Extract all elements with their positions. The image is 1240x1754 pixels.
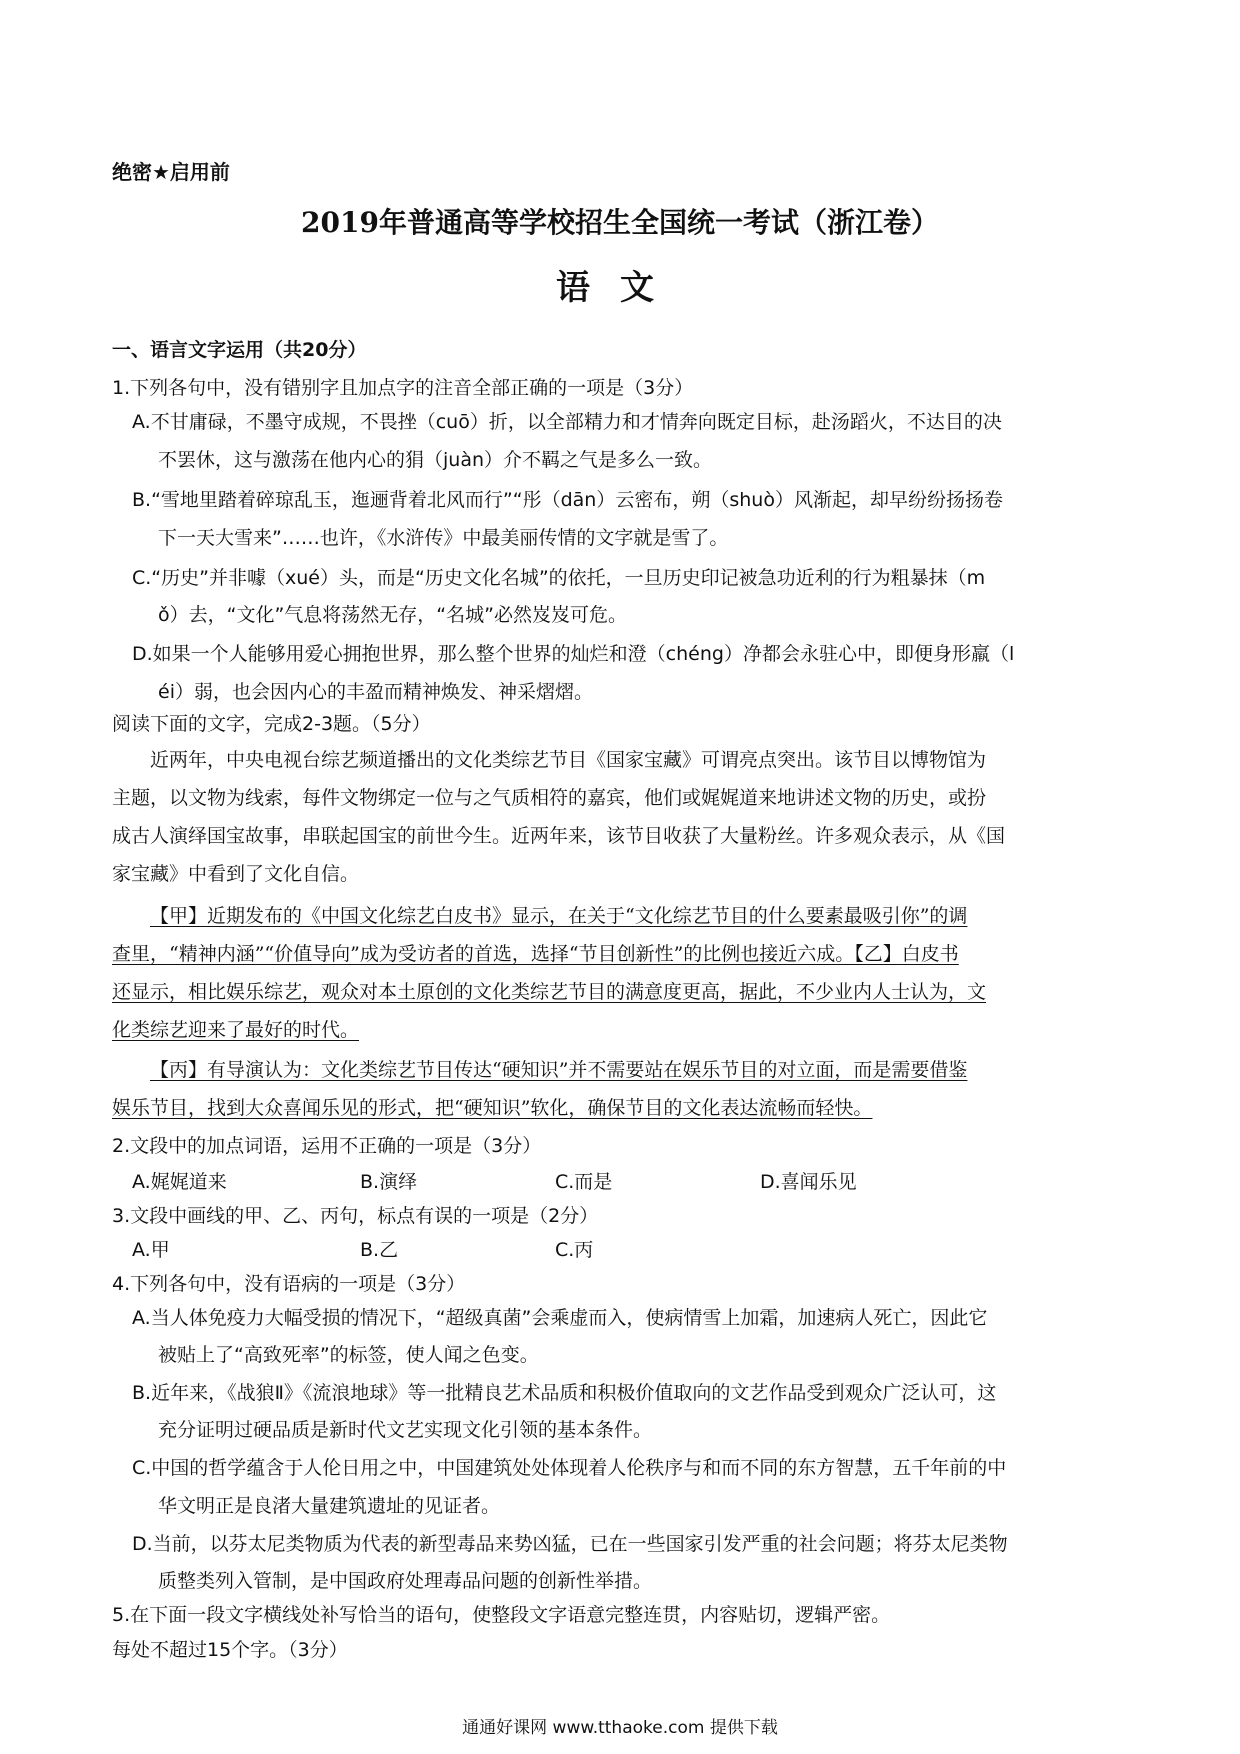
question-1-option-a-cont: 不罢休，这与激荡在他内心的狷（juàn）介不羁之气是多么一致。	[158, 449, 713, 471]
question-3-stem: 3.文段中画线的甲、乙、丙句，标点有误的一项是（2分）	[112, 1205, 599, 1227]
question-1-option-a: A.不甘庸碌，不墨守成规，不畏挫（cuō）折，以全部精力和才情奔向既定目标，赴汤蹈火，不达目的决	[132, 411, 1002, 433]
question-2-option-b: B.演绎	[360, 1171, 418, 1193]
question-2-option-d: D.喜闻乐见	[760, 1171, 857, 1193]
question-1-option-b: B.“雪地里踏着碎琼乱玉，迤逦背着北风而行”“彤（dān）云密布，朔（shuò）风渐起，却早纷纷扬扬卷	[132, 489, 1003, 511]
question-4-option-c: C.中国的哲学蕴含于人伦日用之中，中国建筑处处体现着人伦秩序与和而不同的东方智慧，五千年前的中	[132, 1457, 1007, 1479]
passage-p2-line1: 【甲】近期发布的《中国文化综艺白皮书》显示，在关于“文化综艺节目的什么要素最吸引你”的调	[150, 905, 968, 927]
reading-instruction: 阅读下面的文字，完成2-3题。（5分）	[112, 713, 431, 735]
subject-title: 语文	[556, 268, 684, 308]
question-5-stem-cont: 每处不超过15个字。（3分）	[112, 1639, 348, 1661]
passage-p2-line2: 查里，“精神内涵”“价值导向”成为受访者的首选，选择“节目创新性”的比例也接近六成。【乙】白皮书	[112, 943, 959, 965]
question-1-option-d: D.如果一个人能够用爱心拥抱世界，那么整个世界的灿烂和澄（chéng）净都会永驻心中，即便身形羸（l	[132, 643, 1015, 665]
question-4-option-b: B.近年来，《战狼Ⅱ》《流浪地球》等一批精良艺术品质和积极价值取向的文艺作品受到观众广泛认可，这	[132, 1382, 997, 1404]
passage-p2-line3: 还显示，相比娱乐综艺，观众对本土原创的文化类综艺节目的满意度更高，据此，不少业内人士认为，文	[112, 981, 987, 1003]
question-4-option-a: A.当人体免疫力大幅受损的情况下，“超级真菌”会乘虚而入，使病情雪上加霜，加速病人死亡，因此它	[132, 1307, 988, 1329]
exam-title: 2019年普通高等学校招生全国统一考试（浙江卷）	[301, 206, 939, 239]
passage-p2-line4: 化类综艺迎来了最好的时代。	[112, 1019, 360, 1041]
question-2-option-a: A.娓娓道来	[132, 1171, 227, 1193]
passage-p3-line1: 【丙】有导演认为：文化类综艺节目传达“硬知识”并不需要站在娱乐节目的对立面，而是需要借鉴	[150, 1059, 968, 1081]
question-1-option-c: C.“历史”并非噱（xué）头，而是“历史文化名城”的依托，一旦历史印记被急功近利的行为粗暴抹（m	[132, 567, 986, 589]
question-1-option-c-cont: ǒ）去，“文化”气息将荡然无存，“名城”必然岌岌可危。	[158, 604, 627, 626]
passage-p1-line4: 家宝藏》中看到了文化自信。	[112, 863, 360, 885]
question-4-option-a-cont: 被贴上了“高致死率”的标签，使人闻之色变。	[158, 1344, 539, 1366]
question-3-option-c: C.丙	[555, 1239, 594, 1261]
passage-p1-line3: 成古人演绎国宝故事，串联起国宝的前世今生。近两年来，该节目收获了大量粉丝。许多观众表示，从《国	[112, 825, 1006, 847]
question-1-option-d-cont: éi）弱，也会因内心的丰盈而精神焕发、神采熠熠。	[158, 681, 593, 703]
passage-p1-line2: 主题，以文物为线索，每件文物绑定一位与之气质相符的嘉宾，他们或娓娓道来地讲述文物的历史，或扮	[112, 787, 987, 809]
section-heading: 一、语言文字运用（共20分）	[112, 339, 367, 361]
secret-label: 绝密★启用前	[112, 160, 230, 184]
question-4-option-c-cont: 华文明正是良渚大量建筑遗址的见证者。	[158, 1495, 501, 1517]
question-4-option-d: D.当前，以芬太尼类物质为代表的新型毒品来势凶猛，已在一些国家引发严重的社会问题；将芬太尼类物	[132, 1533, 1008, 1555]
question-1-stem: 1.下列各句中，没有错别字且加点字的注音全部正确的一项是（3分）	[112, 377, 694, 399]
passage-p3-line2: 娱乐节目，找到大众喜闻乐见的形式，把“硬知识”软化，确保节目的文化表达流畅而轻快。	[112, 1097, 873, 1119]
question-1-option-b-cont: 下一天大雪来”……也许，《水浒传》中最美丽传情的文字就是雪了。	[158, 527, 729, 549]
question-3-option-b: B.乙	[360, 1239, 399, 1261]
page-footer: 通通好课网 www.tthaoke.com 提供下载	[462, 1718, 778, 1738]
passage-p1-line1: 近两年，中央电视台综艺频道播出的文化类综艺节目《国家宝藏》可谓亮点突出。该节目以博物馆为	[150, 749, 987, 771]
question-4-option-d-cont: 质整类列入管制，是中国政府处理毒品问题的创新性举措。	[158, 1570, 653, 1592]
question-3-option-a: A.甲	[132, 1239, 170, 1261]
question-2-option-c: C.而是	[555, 1171, 613, 1193]
question-2-stem: 2.文段中的加点词语，运用不正确的一项是（3分）	[112, 1135, 542, 1157]
question-4-option-b-cont: 充分证明过硬品质是新时代文艺实现文化引领的基本条件。	[158, 1419, 653, 1441]
question-5-stem: 5.在下面一段文字横线处补写恰当的语句，使整段文字语意完整连贯，内容贴切，逻辑严密。	[112, 1604, 891, 1626]
question-4-stem: 4.下列各句中，没有语病的一项是（3分）	[112, 1273, 466, 1295]
